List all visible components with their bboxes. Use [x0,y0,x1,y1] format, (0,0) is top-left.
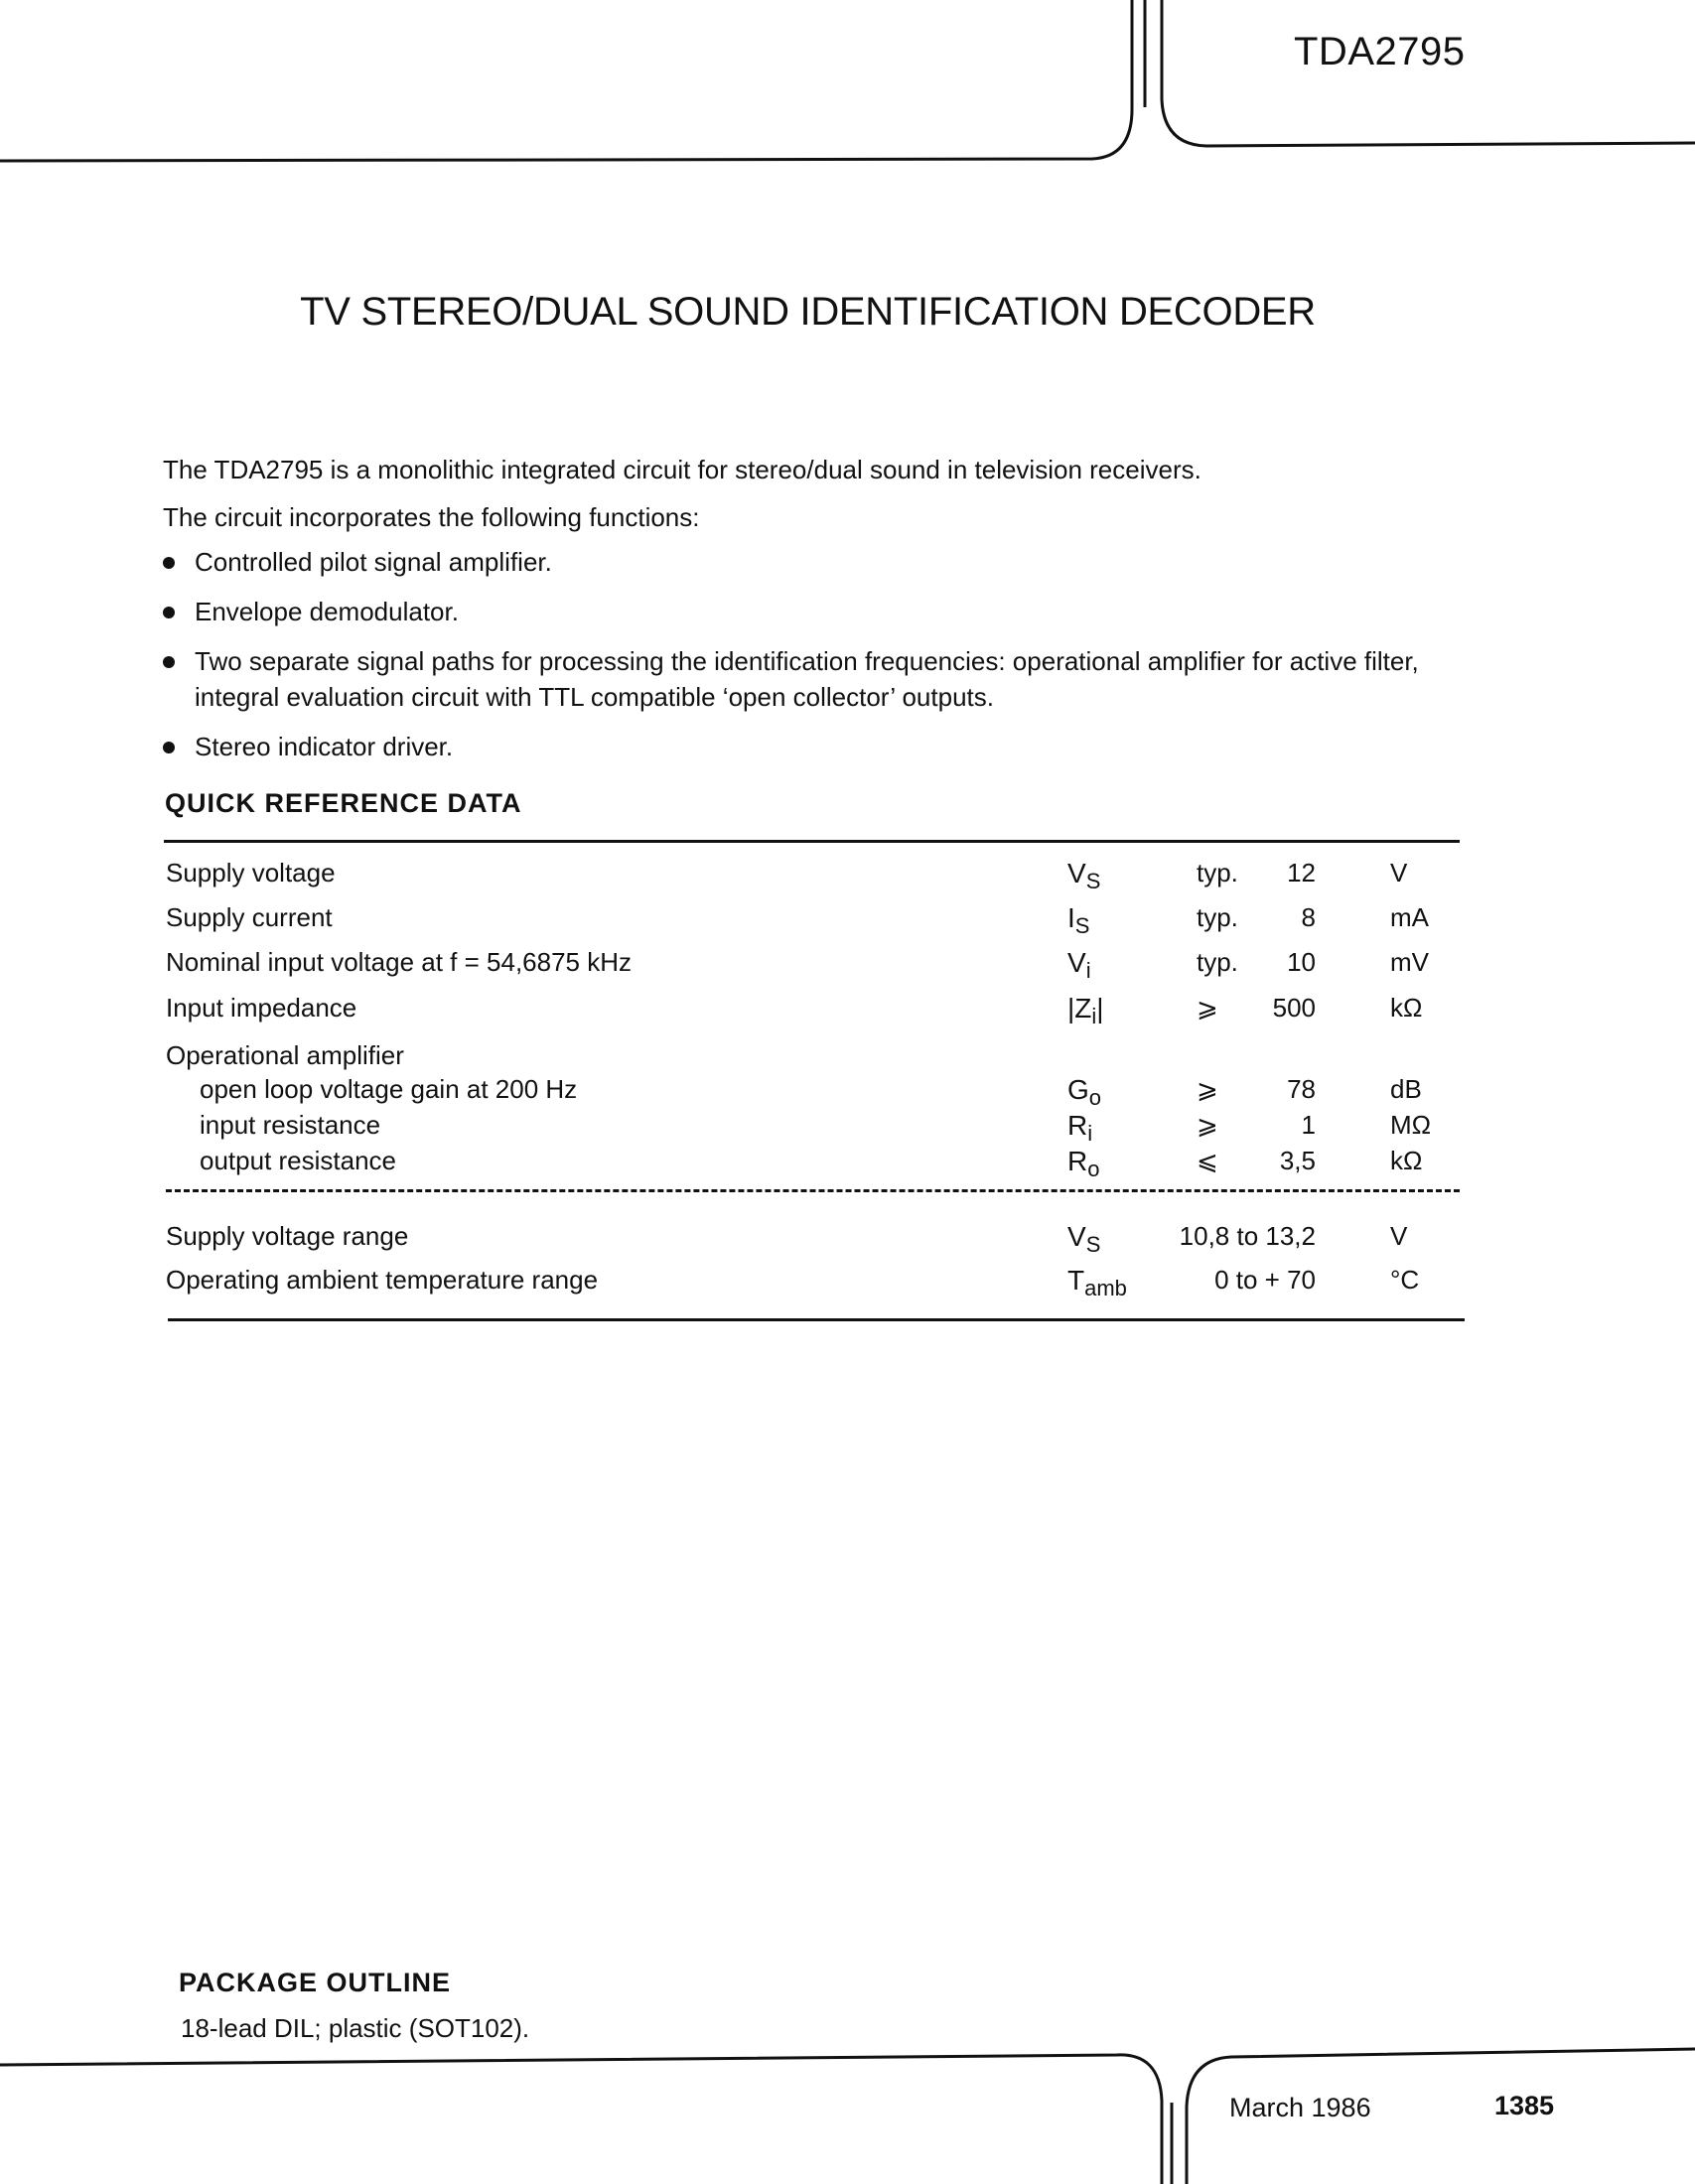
package-outline-text: 18-lead DIL; plastic (SOT102). [181,2013,530,2043]
symbol: $V_S$ [1067,858,1101,893]
list-item: Stereo indicator driver. [159,729,1450,764]
list-item: Controlled pilot signal amplifier. [159,544,1450,580]
symbol: $R_i$ [1067,1110,1093,1146]
intro-paragraph: The TDA2795 is a monolithic integrated circuit for stereo/dual sound in television receivers. [163,455,1201,484]
table-row: output resistance $R_o$ ⩽ 3,5 kΩ [200,1146,1423,1181]
bullet-icon [163,656,175,668]
table-top-rule [164,840,1460,843]
symbol: $|Z_i|$ [1067,993,1104,1028]
footer-left-rule [0,2055,1162,2184]
table-row: Nominal input voltage at f = 54,6875 kHz $V_i$ typ. 10 mV [166,947,1429,983]
symbol: $G_o$ [1067,1074,1102,1110]
bullet-icon [163,742,175,753]
page-title: TV STEREO/DUAL SOUND IDENTIFICATION DECODER [300,290,1316,334]
quick-reference-heading: QUICK REFERENCE DATA [165,788,522,818]
page-number: 1385 [1494,2091,1555,2120]
part-number: TDA2795 [1294,30,1466,73]
table-row: Supply current $I_S$ typ. 8 mA [166,902,1429,938]
function-list [159,544,1450,778]
bullet-icon [163,607,175,618]
symbol: $T_{amb}$ [1067,1265,1127,1300]
list-item: Two separate signal paths for processing the identification frequencies: operational amplifier for active filter, integral evaluation circuit with TTL compatible ‘open collector’ outputs. [159,643,1446,715]
op-amp-label-row: Operational amplifier [166,1040,404,1070]
package-outline-heading: PACKAGE OUTLINE [179,1968,452,1997]
header-left-rule [0,0,1132,161]
symbol: $V_S$ [1067,1221,1101,1257]
footer-date: March 1986 [1229,2093,1371,2122]
bullet-icon [163,557,175,569]
table-row: Supply voltage range $V_S$ 10,8 to 13,2 V [166,1221,1408,1257]
table-row: Supply voltage $V_S$ typ. 12 V [166,858,1408,893]
table-bottom-rule [168,1318,1465,1321]
list-item: Envelope demodulator. [159,594,1450,629]
symbol: $R_o$ [1067,1146,1100,1181]
table-dashed-rule [166,1189,1460,1192]
table-row: input resistance $R_i$ ⩾ 1 MΩ [200,1110,1432,1146]
symbol: $I_S$ [1067,902,1090,938]
symbol: $V_i$ [1067,947,1091,983]
table-row: open loop voltage gain at 200 Hz $G_o$ ⩾ 78 dB [200,1074,1422,1110]
table-row: Operating ambient temperature range $T_{amb}$ 0 to + 70 °C [166,1265,1420,1300]
functions-intro: The circuit incorporates the following functions: [163,502,700,532]
table-row: Input impedance $|Z_i|$ ⩾ 500 kΩ [166,993,1423,1028]
